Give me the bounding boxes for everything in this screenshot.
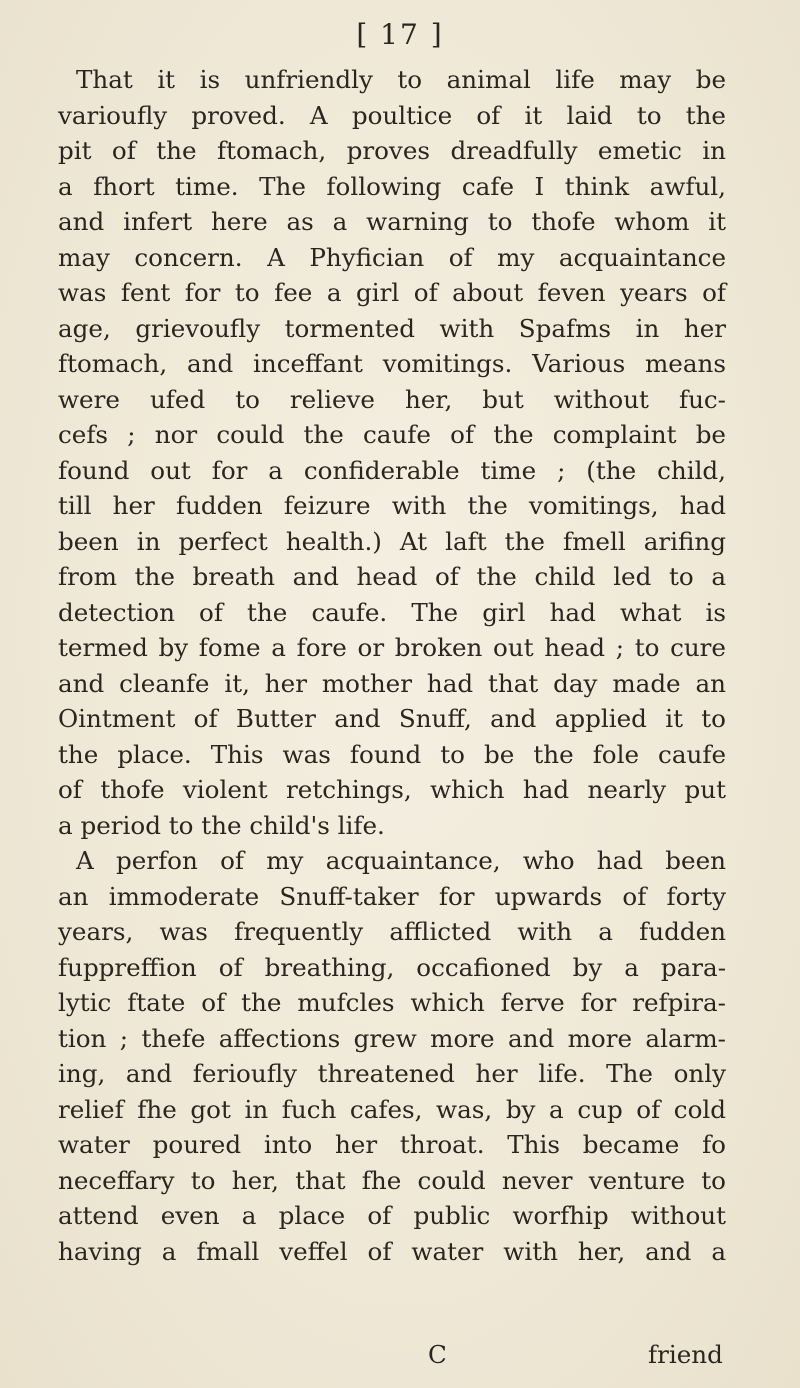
text-line: tion ; thefe affections grew more and more alarm-	[58, 1023, 726, 1053]
text-line: found out for a confiderable time ; (the child,	[58, 455, 726, 485]
catchword: friend	[648, 1340, 723, 1369]
text-line: ing, and ferioufly threatened her life. The only	[58, 1059, 726, 1088]
text-line: cefs ; nor could the caufe of the complaint be	[58, 420, 726, 449]
text-line: Ointment of Butter and Snuff, and applied it to	[58, 704, 726, 733]
body-text	[58, 62, 726, 1269]
text-line: from the breath and head of the child led to a	[58, 562, 726, 591]
text-line: A perfon of my acquaintance, who had been	[76, 846, 726, 875]
text-line: a period to the child's life.	[58, 810, 385, 840]
signature-mark: C	[428, 1340, 447, 1369]
text-line: That it is unfriendly to animal life may be	[76, 65, 726, 94]
text-line: the place. This was found to be the fole caufe	[58, 739, 726, 769]
text-line: age, grievoufly tormented with Spafms in her	[58, 313, 726, 343]
text-line: was fent for to fee a girl of about feven years of	[58, 278, 726, 307]
text-line: neceffary to her, that fhe could never venture to	[58, 1165, 726, 1195]
text-line: relief fhe got in fuch cafes, was, by a cup of cold	[58, 1094, 726, 1124]
text-line: fuppreffion of breathing, occafioned by a para-	[58, 952, 726, 982]
text-line: till her fudden feizure with the vomitings, had	[58, 491, 726, 520]
text-line: ftomach, and inceffant vomitings. Various means	[58, 349, 726, 378]
text-line: lytic ftate of the mufcles which ferve for refpira-	[58, 988, 726, 1017]
text-line: been in perfect health.) At laft the fmell arifing	[58, 526, 726, 556]
text-line: a fhort time. The following cafe I think awful,	[58, 171, 726, 201]
text-line: may concern. A Phyfician of my acquaintance	[58, 242, 726, 272]
text-line: having a fmall veffel of water with her, and a	[58, 1236, 726, 1266]
text-line: varioufly proved. A poultice of it laid to the	[58, 100, 726, 130]
text-line: were ufed to relieve her, but without fuc-	[58, 384, 726, 414]
text-line: and infert here as a warning to thofe whom it	[58, 207, 726, 236]
text-line: detection of the caufe. The girl had what is	[58, 597, 726, 627]
text-line: attend even a place of public worfhip without	[58, 1201, 726, 1230]
text-line: pit of the ftomach, proves dreadfully emetic in	[58, 136, 726, 165]
text-line: an immoderate Snuff-taker for upwards of forty	[58, 881, 726, 911]
page-number: [ 17 ]	[356, 18, 444, 51]
text-line: and cleanfe it, her mother had that day made an	[58, 668, 726, 698]
text-line: years, was frequently afflicted with a fudden	[58, 917, 726, 946]
text-line: termed by fome a fore or broken out head ; to cure	[58, 633, 726, 662]
text-line: water poured into her throat. This became fo	[58, 1130, 726, 1159]
text-line: of thofe violent retchings, which had nearly put	[58, 775, 726, 804]
